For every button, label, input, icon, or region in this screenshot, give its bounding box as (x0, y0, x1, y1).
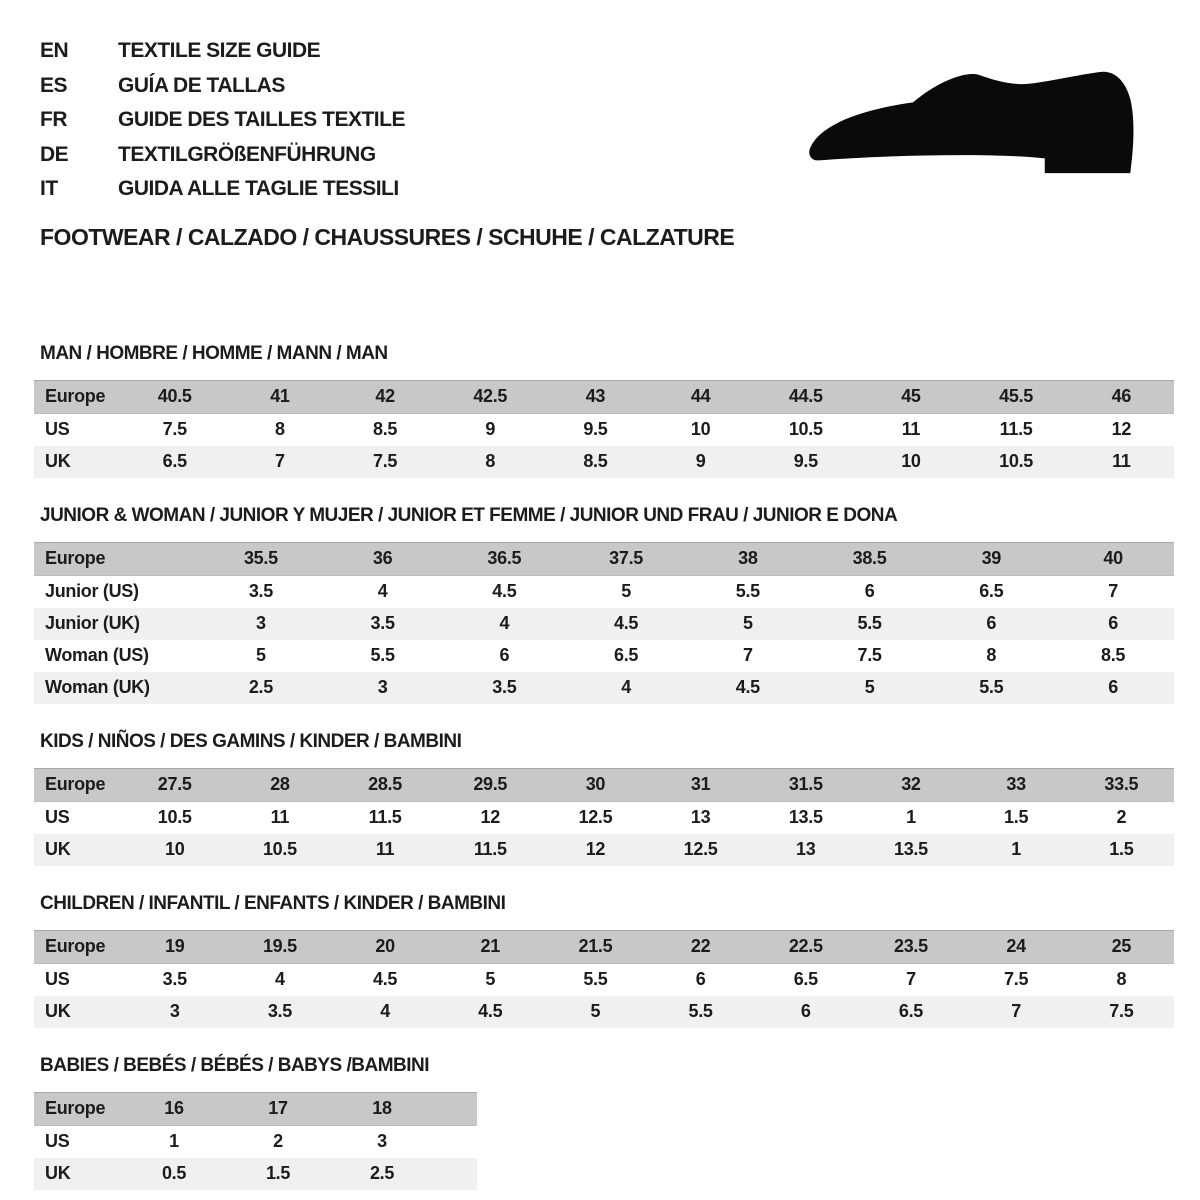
size-cell: 8 (275, 419, 285, 439)
size-cell: 45.5 (964, 380, 1069, 413)
size-cell: 25 (1069, 930, 1174, 963)
size-cell: 6 (1108, 613, 1118, 633)
size-cell: 13.5 (894, 839, 928, 859)
table-row (34, 996, 1174, 1028)
size-cell: 4 (380, 1001, 390, 1021)
size-cell: 3 (256, 613, 266, 633)
row-label: Europe (34, 1092, 122, 1125)
size-cell: 6 (986, 613, 997, 633)
section-title: BABIES / BEBÉS / BÉBÉS / BABYS /BAMBINI (40, 1054, 430, 1076)
size-cell: 5.5 (735, 581, 760, 601)
size-cell: 3.5 (248, 581, 273, 601)
size-cell: 4.5 (614, 613, 639, 633)
language-code: IT (40, 177, 58, 200)
row-label: UK (45, 1001, 71, 1021)
size-table-section (40, 731, 1170, 866)
size-cell: 3 (169, 1001, 180, 1021)
row-label: US (45, 419, 70, 439)
size-cell: 36 (322, 542, 444, 575)
size-cell: 16 (122, 1092, 226, 1125)
size-cell: 1 (169, 1131, 179, 1151)
size-cell: 42 (332, 380, 437, 413)
language-title: TEXTILE SIZE GUIDE (118, 39, 321, 62)
size-cell: 4.5 (373, 969, 398, 989)
table-row (34, 768, 1174, 801)
section-title: JUNIOR & WOMAN / JUNIOR Y MUJER / JUNIOR ET FEMME / JUNIOR UND FRAU / JUNIOR E DONA (40, 504, 898, 526)
size-cell: 4.5 (735, 677, 760, 697)
size-cell: 1.5 (1004, 807, 1029, 827)
size-cell: 6.5 (898, 1001, 923, 1021)
size-cell: 5.5 (979, 677, 1004, 697)
size-table (34, 1092, 477, 1190)
size-table-section (40, 343, 1170, 478)
size-cell: 21.5 (543, 930, 648, 963)
size-cell: 4 (275, 969, 285, 989)
size-cell: 8.5 (1101, 645, 1126, 665)
size-cell: 3.5 (267, 1001, 292, 1021)
row-label: Europe (34, 768, 122, 801)
size-cell: 28.5 (332, 768, 437, 801)
size-cell: 7.5 (1109, 1001, 1134, 1021)
size-cell: 9.5 (793, 451, 818, 471)
size-cell: 7.5 (857, 645, 882, 665)
size-table (34, 930, 1174, 1028)
size-cell: 33 (964, 768, 1069, 801)
size-cell: 7.5 (1004, 969, 1029, 989)
size-cell: 7 (742, 645, 753, 665)
size-cell: 8 (1116, 969, 1127, 989)
size-cell: 43 (543, 380, 648, 413)
size-cell: 3 (377, 1131, 387, 1151)
size-cell: 1 (906, 807, 916, 827)
size-cell: 10.5 (262, 839, 297, 859)
size-cell: 33.5 (1069, 768, 1174, 801)
size-cell: 12.5 (578, 807, 613, 827)
size-cell: 22 (648, 930, 753, 963)
size-cell: 6 (499, 645, 510, 665)
size-cell: 4 (621, 677, 631, 697)
table-row (34, 640, 1174, 672)
size-cell: 5.5 (688, 1001, 713, 1021)
language-code: DE (40, 142, 69, 166)
language-title: TEXTILGRÖßENFÜHRUNG (118, 142, 376, 166)
filler-cell (434, 1092, 477, 1125)
size-cell: 23.5 (858, 930, 963, 963)
size-cell: 7.5 (373, 451, 398, 471)
size-cell: 0.5 (161, 1163, 187, 1183)
row-label: UK (45, 1163, 71, 1183)
tables-root (40, 343, 1170, 1190)
size-cell: 6.5 (979, 581, 1004, 601)
size-cell: 38.5 (809, 542, 931, 575)
size-cell: 6 (1108, 677, 1118, 697)
size-cell: 4.5 (492, 581, 517, 601)
size-cell: 5 (485, 969, 496, 989)
size-cell: 8.5 (373, 419, 398, 439)
size-cell: 19.5 (227, 930, 332, 963)
table-row (34, 963, 1174, 996)
size-cell: 24 (964, 930, 1069, 963)
size-cell: 35.5 (200, 542, 322, 575)
table-row (34, 1092, 477, 1125)
size-cell: 8 (485, 451, 496, 471)
row-label: Europe (34, 542, 200, 575)
size-cell: 10 (690, 419, 711, 439)
row-label: Europe (34, 930, 122, 963)
size-cell: 6 (800, 1001, 811, 1021)
size-table-section (40, 1055, 1170, 1190)
size-cell: 20 (332, 930, 437, 963)
table-row (34, 672, 1174, 704)
size-cell: 12 (480, 807, 500, 827)
size-cell: 44 (648, 380, 753, 413)
size-cell: 5.5 (583, 969, 608, 989)
size-cell: 10 (901, 451, 921, 471)
size-cell: 11 (1112, 451, 1131, 471)
size-cell: 5 (742, 613, 753, 633)
size-cell: 5 (590, 1001, 601, 1021)
language-title: GUÍA DE TALLAS (118, 73, 285, 97)
language-code: ES (40, 73, 68, 97)
size-cell: 10.5 (999, 451, 1034, 471)
size-cell: 3.5 (162, 969, 187, 989)
table-row (34, 801, 1174, 834)
size-cell: 30 (543, 768, 648, 801)
section-title: KIDS / NIÑOS / DES GAMINS / KINDER / BAMBINI (40, 730, 462, 752)
size-cell: 10.5 (788, 419, 823, 439)
size-cell: 2 (1116, 807, 1127, 827)
row-label: Junior (US) (45, 581, 139, 601)
filler-cell (434, 1125, 477, 1158)
size-cell: 44.5 (753, 380, 858, 413)
size-cell: 8.5 (583, 451, 608, 471)
table-row (34, 575, 1174, 608)
table-row (34, 446, 1174, 478)
size-cell: 28 (227, 768, 332, 801)
size-cell: 5 (621, 581, 631, 601)
row-label: US (45, 807, 70, 827)
size-cell: 11.5 (368, 807, 402, 827)
size-cell: 5.5 (370, 645, 395, 665)
size-cell: 22.5 (753, 930, 858, 963)
size-cell: 3.5 (370, 613, 395, 633)
size-cell: 6.5 (162, 451, 187, 471)
size-cell: 2.5 (369, 1163, 395, 1183)
size-cell: 1.5 (1109, 839, 1134, 859)
size-cell: 36.5 (443, 542, 565, 575)
table-row (34, 1158, 477, 1190)
size-cell: 41 (227, 380, 332, 413)
section-title: MAN / HOMBRE / HOMME / MANN / MAN (40, 342, 388, 364)
size-cell: 45 (858, 380, 963, 413)
row-label: Junior (UK) (45, 613, 140, 633)
size-cell: 1 (1011, 839, 1021, 859)
size-cell: 10.5 (157, 807, 192, 827)
language-title: GUIDA ALLE TAGLIE TESSILI (118, 177, 399, 200)
size-cell: 38 (687, 542, 809, 575)
row-label: US (45, 969, 70, 989)
size-cell: 7 (1108, 581, 1118, 601)
row-label: Woman (UK) (45, 677, 150, 697)
filler-cell (434, 1158, 477, 1190)
size-cell: 11 (375, 839, 395, 859)
size-cell: 13 (690, 807, 711, 827)
size-cell: 40 (1052, 542, 1174, 575)
size-cell: 12 (585, 839, 606, 859)
table-row (34, 542, 1174, 575)
size-cell: 17 (226, 1092, 330, 1125)
size-cell: 3.5 (492, 677, 517, 697)
table-row (34, 413, 1174, 446)
size-cell: 7 (1011, 1001, 1021, 1021)
size-cell: 4.5 (478, 1001, 503, 1021)
size-cell: 1.5 (265, 1163, 291, 1183)
size-cell: 31.5 (753, 768, 858, 801)
row-label: UK (45, 839, 71, 859)
size-cell: 39 (930, 542, 1052, 575)
category-title: FOOTWEAR / CALZADO / CHAUSSURES / SCHUHE / CALZATURE (40, 223, 735, 250)
table-row (34, 608, 1174, 640)
size-cell: 6 (864, 581, 875, 601)
size-cell: 9 (485, 419, 496, 439)
size-cell: 11 (270, 807, 290, 827)
size-cell: 46 (1069, 380, 1174, 413)
row-label: US (45, 1131, 70, 1151)
table-row (34, 930, 1174, 963)
size-cell: 9 (695, 451, 706, 471)
size-cell: 12.5 (683, 839, 718, 859)
size-cell: 6.5 (793, 969, 818, 989)
size-cell: 7.5 (162, 419, 187, 439)
size-cell: 42.5 (438, 380, 543, 413)
row-label: UK (45, 451, 71, 471)
size-cell: 18 (330, 1092, 434, 1125)
size-cell: 2.5 (248, 677, 273, 697)
row-label: Europe (34, 380, 122, 413)
table-row (34, 380, 1174, 413)
size-cell: 21 (438, 930, 543, 963)
size-cell: 5 (256, 645, 266, 665)
size-cell: 27.5 (122, 768, 227, 801)
size-cell: 13 (796, 839, 816, 859)
size-cell: 37.5 (565, 542, 687, 575)
size-cell: 6.5 (614, 645, 639, 665)
size-cell: 2 (273, 1131, 283, 1151)
size-table (34, 768, 1174, 866)
size-table (34, 542, 1174, 704)
size-cell: 31 (648, 768, 753, 801)
size-cell: 7 (275, 451, 285, 471)
size-cell: 11.5 (473, 839, 507, 859)
section-title: CHILDREN / INFANTIL / ENFANTS / KINDER / BAMBINI (40, 892, 506, 914)
table-row (34, 1125, 477, 1158)
dress-shoe-icon (800, 64, 1145, 180)
size-cell: 10 (165, 839, 185, 859)
size-cell: 8 (986, 645, 997, 665)
size-cell: 40.5 (122, 380, 227, 413)
language-code: EN (40, 39, 69, 62)
size-cell: 7 (906, 969, 916, 989)
size-cell: 12 (1111, 419, 1132, 439)
size-cell: 6 (695, 969, 706, 989)
row-label: Woman (US) (45, 645, 149, 665)
table-row (34, 834, 1174, 866)
size-cell: 13.5 (788, 807, 823, 827)
size-cell: 5.5 (857, 613, 882, 633)
size-cell: 5 (864, 677, 875, 697)
size-table (34, 380, 1174, 478)
size-cell: 11 (901, 419, 921, 439)
size-cell: 32 (858, 768, 963, 801)
size-table-section (40, 505, 1170, 704)
language-code: FR (40, 108, 67, 131)
size-cell: 4 (377, 581, 388, 601)
size-cell: 4 (499, 613, 510, 633)
size-cell: 9.5 (583, 419, 608, 439)
size-table-section (40, 893, 1170, 1028)
size-cell: 19 (122, 930, 227, 963)
size-cell: 29.5 (438, 768, 543, 801)
language-title: GUIDE DES TAILLES TEXTILE (118, 108, 405, 131)
size-cell: 3 (377, 677, 388, 697)
size-cell: 11.5 (999, 419, 1033, 439)
